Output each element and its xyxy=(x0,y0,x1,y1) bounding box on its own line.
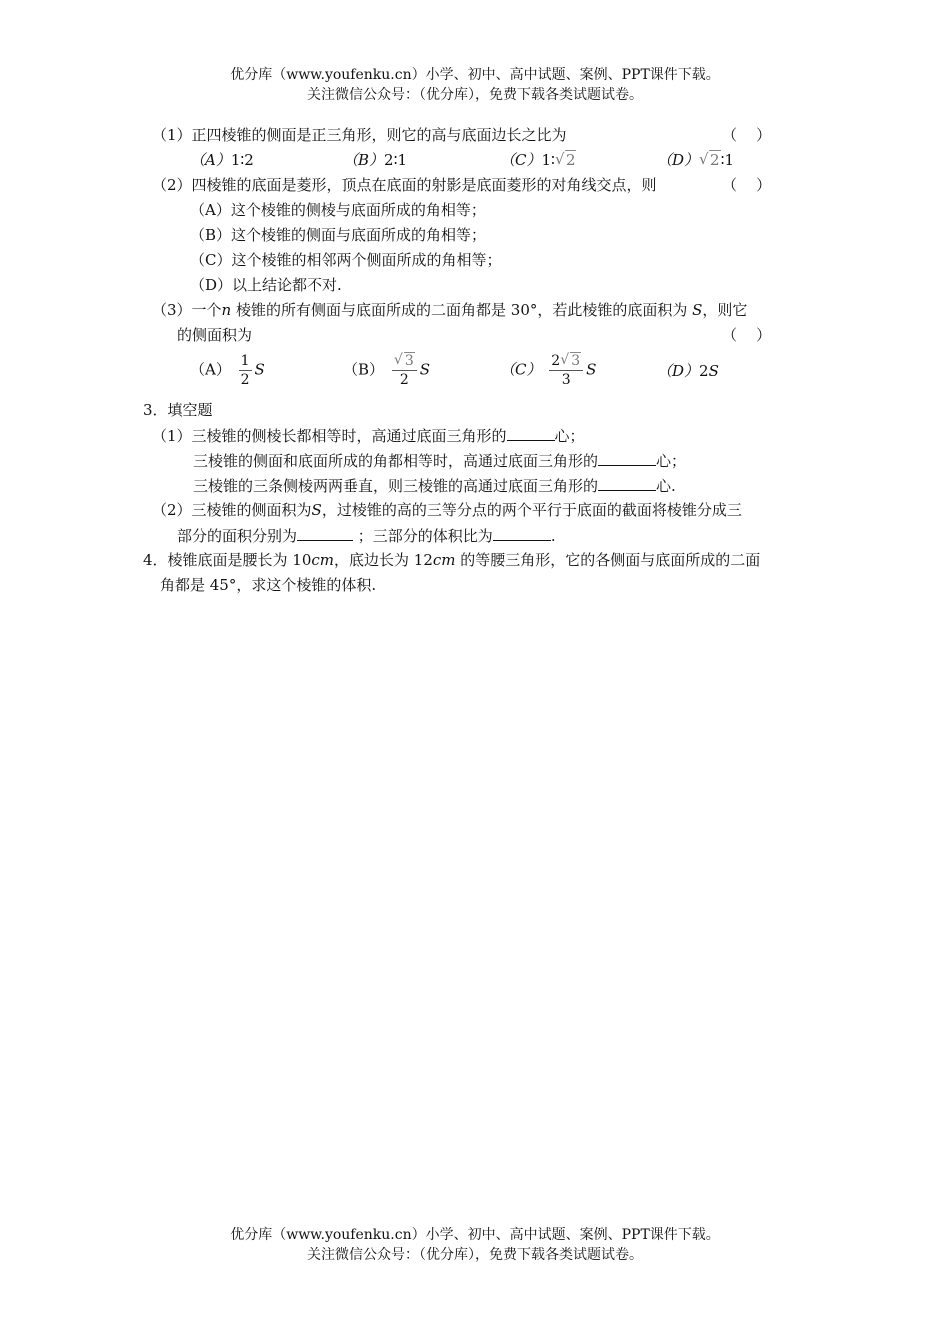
text: 4．棱锥底面是腰长为 10 xyxy=(143,551,312,569)
var-s: S xyxy=(254,360,265,379)
q3-stem-line-1 xyxy=(152,299,747,321)
unit-cm: cm xyxy=(311,551,335,569)
sqrt-symbol xyxy=(557,149,577,171)
q2-option-b: （B）这个棱锥的侧面与底面所成的角相等； xyxy=(190,226,487,244)
s3-p1-line-1 xyxy=(152,424,585,447)
option-label: （C） xyxy=(500,360,542,379)
q3-option-d xyxy=(657,360,719,382)
q3-answer-paren: （ ） xyxy=(722,326,772,344)
text: 三棱锥的三条侧棱两两垂直，则三棱锥的高通过底面三角形的 xyxy=(193,477,599,495)
answer-blank[interactable] xyxy=(507,424,555,441)
text: 的等腰三角形，它的各侧面与底面所成的二面 xyxy=(455,551,761,569)
text: 心. xyxy=(656,477,676,495)
option-text: 1∶ xyxy=(541,151,555,169)
option-label: （D） xyxy=(657,362,700,380)
denominator: 3 xyxy=(561,372,571,388)
q1-answer-paren: （ ） xyxy=(722,126,772,144)
q2-option-d: （D）以上结论都不对. xyxy=(190,276,342,294)
var-s: S xyxy=(419,360,431,379)
numerator xyxy=(549,352,583,371)
option-text: 2∶1 xyxy=(384,151,408,169)
var-s: S xyxy=(692,301,703,319)
denominator: 2 xyxy=(399,372,409,388)
option-label: （B） xyxy=(343,360,385,379)
q1-option-a xyxy=(190,149,254,171)
radicand: 3 xyxy=(571,353,581,369)
text: 部分的面积分别为 xyxy=(177,527,298,545)
stem-text: ，则它 xyxy=(702,301,748,319)
text: ；三部分的体积比为 xyxy=(357,527,493,545)
header-line-2: 关注微信公众号：（优分库），免费下载各类试题试卷。 xyxy=(307,87,643,103)
var-s: S xyxy=(311,501,322,519)
q1-stem: （1）正四棱锥的侧面是正三角形，则它的高与底面边长之比为 xyxy=(152,126,567,144)
footer-line-1: 优分库（www.youfenku.cn）小学、初中、高中试题、案例、PPT课件下载。 xyxy=(230,1227,720,1243)
section-3-title: 3．填空题 xyxy=(143,401,213,419)
q2-option-a: （A）这个棱锥的侧棱与底面所成的角相等； xyxy=(190,201,486,219)
q2-option-c: （C）这个棱锥的相邻两个侧面所成的角相等； xyxy=(190,251,502,269)
text: 心； xyxy=(656,452,687,470)
q1-option-c xyxy=(500,149,576,171)
radicand: 3 xyxy=(404,353,414,369)
q3-option-a xyxy=(190,352,265,389)
stem-text: （3）一个 xyxy=(152,301,222,319)
option-label: （B） xyxy=(343,151,385,169)
text: . xyxy=(550,527,556,545)
fraction xyxy=(392,352,417,389)
sqrt-symbol xyxy=(562,352,581,370)
text: ，过棱锥的高的三等分点的两个平行于底面的截面将棱锥分成三 xyxy=(321,501,742,519)
q1-option-d xyxy=(657,149,734,171)
q2-answer-paren: （ ） xyxy=(722,176,772,194)
option-text: 1∶2 xyxy=(230,151,254,169)
option-label: （D） xyxy=(657,151,700,169)
option-label: （A） xyxy=(190,151,231,169)
s4-line-1 xyxy=(143,549,760,571)
q3-stem-line-2: 的侧面积为 xyxy=(177,326,253,344)
sqrt-symbol xyxy=(396,352,415,370)
option-label: （A） xyxy=(190,360,231,379)
option-text: ∶1 xyxy=(720,151,735,169)
footer-line-2: 关注微信公众号：（优分库），免费下载各类试题试卷。 xyxy=(307,1247,643,1263)
sqrt-symbol xyxy=(701,149,721,171)
q3-option-c xyxy=(500,352,596,389)
s3-p2-line-2 xyxy=(177,524,556,547)
var-s: S xyxy=(586,360,597,379)
stem-text: 棱锥的所有侧面与底面所成的二面角都是 30°，若此棱锥的底面积为 xyxy=(236,301,688,319)
s3-p1-line-2 xyxy=(193,449,686,472)
s3-p1-line-3 xyxy=(193,474,676,497)
radicand: 2 xyxy=(710,151,720,169)
text: （2）三棱锥的侧面积为 xyxy=(152,501,312,519)
answer-blank[interactable] xyxy=(598,449,656,466)
header-line-1: 优分库（www.youfenku.cn）小学、初中、高中试题、案例、PPT课件下载。 xyxy=(230,67,720,83)
q2-stem: （2）四棱锥的底面是菱形，顶点在底面的射影是底面菱形的对角线交点，则 xyxy=(152,176,657,194)
fraction xyxy=(549,352,583,389)
s4-line-2: 角都是 45°，求这个棱锥的体积. xyxy=(160,576,377,594)
numerator xyxy=(392,352,417,371)
text: 心； xyxy=(554,427,585,445)
fraction xyxy=(239,352,252,389)
denominator: 2 xyxy=(240,372,250,388)
answer-blank[interactable] xyxy=(598,474,656,491)
s3-p2-line-1 xyxy=(152,499,742,521)
numerator: 1 xyxy=(240,353,250,369)
answer-blank[interactable] xyxy=(493,524,551,541)
q3-option-b xyxy=(343,352,430,389)
text: 三棱锥的侧面和底面所成的角都相等时，高通过底面三角形的 xyxy=(193,452,599,470)
unit-cm: cm xyxy=(432,551,456,569)
text: ，底边长为 12 xyxy=(334,551,433,569)
radicand: 2 xyxy=(565,151,576,169)
text: （1）三棱锥的侧棱长都相等时，高通过底面三角形的 xyxy=(152,427,507,445)
var-s: S xyxy=(708,362,719,380)
coefficient: 2 xyxy=(551,353,561,369)
answer-blank[interactable] xyxy=(297,524,353,541)
var-n: n xyxy=(221,301,232,319)
option-label: （C） xyxy=(500,151,542,169)
option-text: 2 xyxy=(699,362,709,380)
q1-option-b xyxy=(343,149,407,171)
